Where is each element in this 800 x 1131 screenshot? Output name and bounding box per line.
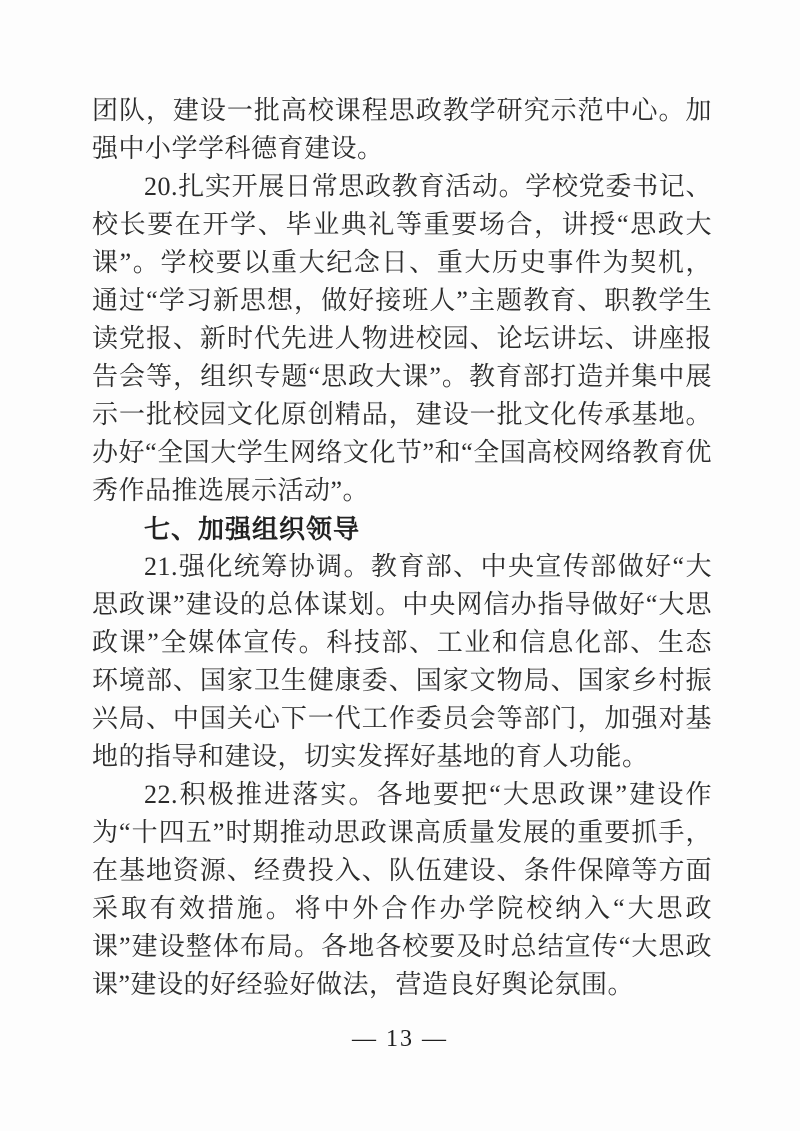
paragraph-lead: 20.扎实开展日常思政教育活动。 [144,172,526,201]
paragraph-text: 学校党委书记、校长要在开学、毕业典礼等重要场合，讲授“思政大课”。学校要以重大纪念日、重大历史事件为契机，通过“学习新思想，做好接班人”主题教育、职教学生读党报、新时代先进人物进校园、论坛讲坛、讲座报告会等，组织专题“思政大课”。教育部打造并集中展示一批校园文化原创精品，建设一批文化传承基地。办好“全国大学生网络文化节”和“全国高校网络教育优秀作品推选展示活动”。 [92,172,712,505]
section-heading: 七、加强组织领导 [144,514,361,544]
page-number: — 13 — [352,1026,448,1052]
paragraph-lead: 22.积极推进落实。 [144,780,377,809]
paragraph-item-20 [92,168,712,510]
paragraph-continuation [92,92,712,168]
page-footer [0,1026,800,1053]
paragraph-lead: 21.强化统筹协调。 [144,552,371,581]
paragraph-text: 团队，建设一批高校课程思政教学研究示范中心。加强中小学学科德育建设。 [92,96,712,163]
paragraph-text: 教育部、中央宣传部做好“大思政课”建设的总体谋划。中央网信办指导做好“大思政课”全媒体宣传。科技部、工业和信息化部、生态环境部、国家卫生健康委、国家文物局、国家乡村振兴局、中国关心下一代工作委员会等部门，加强对基地的指导和建设，切实发挥好基地的育人功能。 [92,552,712,771]
paragraph-item-21 [92,548,712,776]
paragraph-text: 各地要把“大思政课”建设作为“十四五”时期推动思政课高质量发展的重要抓手，在基地资源、经费投入、队伍建设、条件保障等方面采取有效措施。将中外合作办学院校纳入“大思政课”建设整体布局。各地各校要及时总结宣传“大思政课”建设的好经验好做法，营造良好舆论氛围。 [92,780,712,999]
document-body [92,92,712,1004]
paragraph-item-22 [92,776,712,1004]
